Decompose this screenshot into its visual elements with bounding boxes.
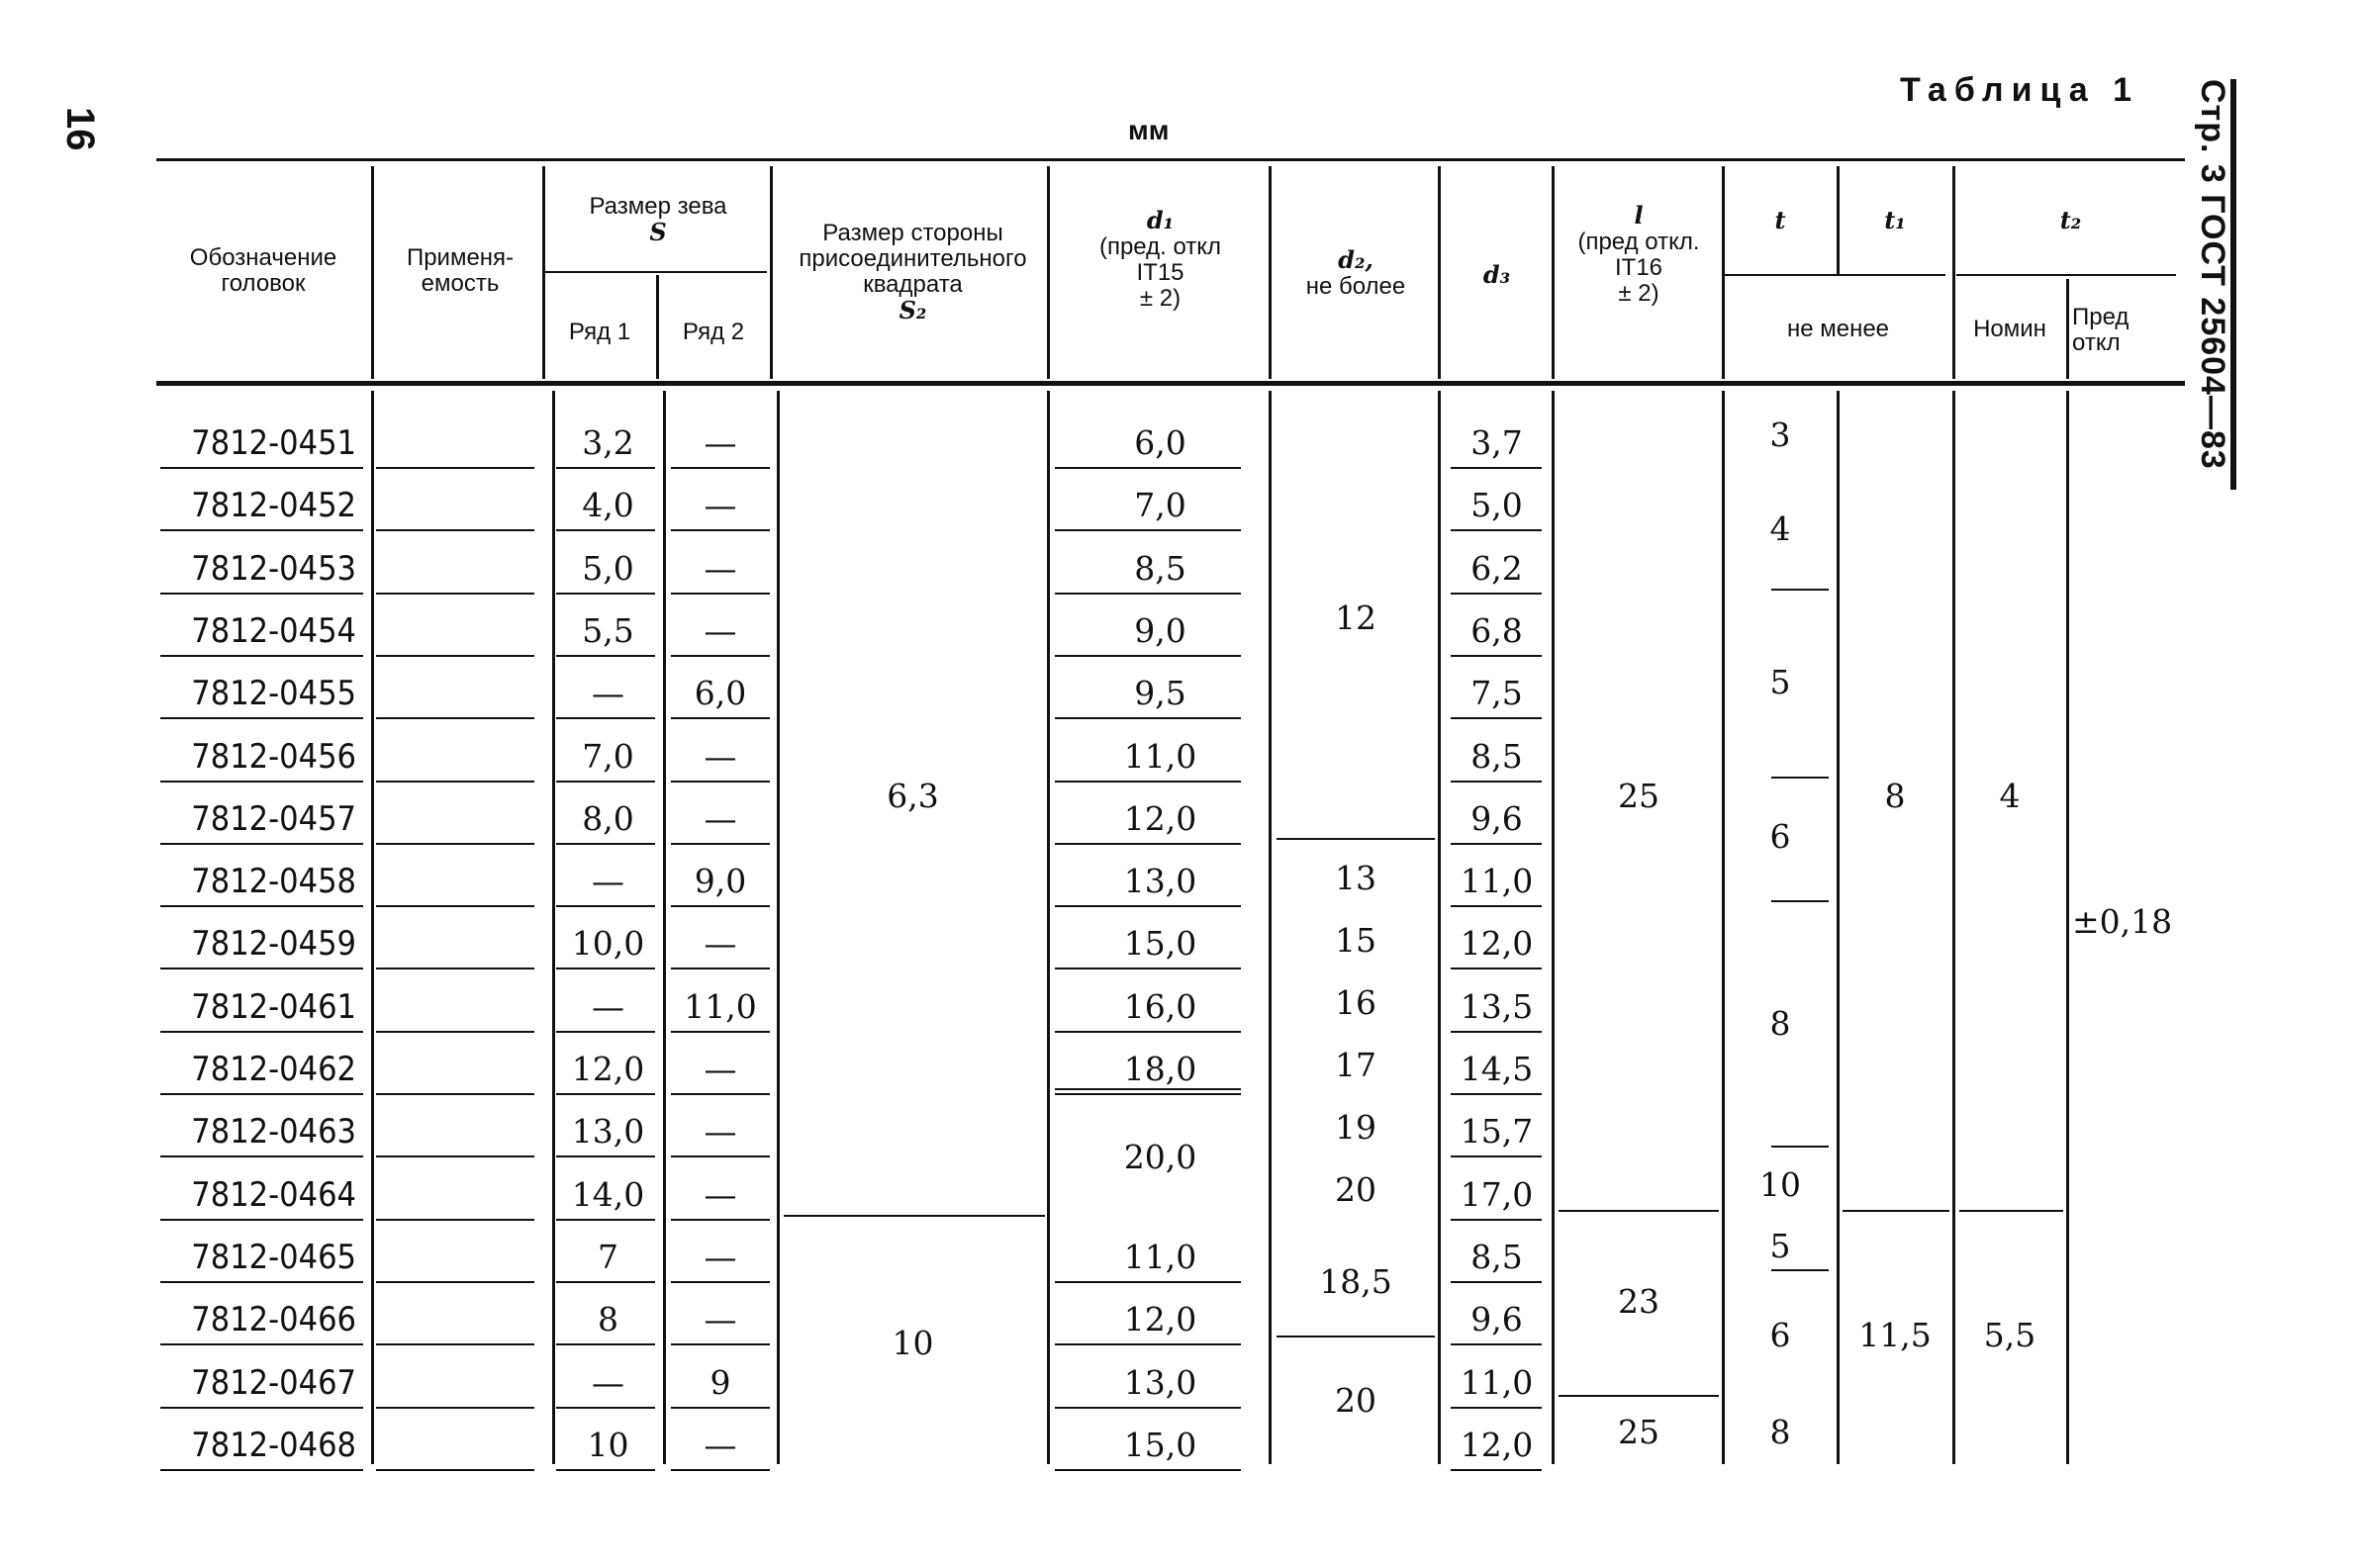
cell-jaw-row2: — [704, 1300, 737, 1338]
header-d2: d₂, не более [1305, 245, 1406, 300]
cell-t-8: 8 [1769, 1004, 1791, 1043]
cell-underline [671, 593, 770, 595]
cell-underline [1055, 905, 1241, 907]
cell-d3: 14,5 [1460, 1050, 1534, 1088]
cell-underline [160, 467, 363, 469]
cell-d2-15: 15 [1335, 921, 1376, 960]
cell-t-6b: 6 [1769, 1316, 1791, 1354]
cell-d3: 8,5 [1470, 737, 1523, 776]
cell-jaw-row1: — [592, 674, 624, 712]
cell-underline [671, 1407, 770, 1409]
cell-underline [671, 1093, 770, 1095]
header-row1: Ряд 1 [568, 319, 631, 345]
cell-underline [671, 1343, 770, 1345]
cell-underline [160, 529, 363, 531]
cell-jaw-row1: 8,0 [582, 799, 634, 838]
cell-underline [160, 1343, 363, 1345]
cell-t1-11-5: 11,5 [1858, 1316, 1932, 1354]
cell-underline [160, 717, 363, 719]
cell-d3: 3,7 [1470, 423, 1523, 462]
cell-d1: 9,0 [1134, 611, 1186, 650]
page-number: 16 [58, 107, 102, 151]
cell-designation: 7812-0468 [191, 1426, 356, 1465]
cell-t-6: 6 [1769, 817, 1791, 856]
cell-d3: 15,7 [1460, 1112, 1534, 1151]
header-t: t [1774, 206, 1786, 234]
cell-underline [556, 717, 655, 719]
cell-jaw-row2: 9,0 [694, 862, 747, 900]
cell-underline [671, 843, 770, 845]
cell-l-25b: 25 [1618, 1413, 1659, 1451]
cell-d3: 12,0 [1460, 924, 1534, 963]
cell-underline [671, 968, 770, 969]
cell-jaw-row1: 3,2 [582, 423, 634, 462]
table-title: Таблица 1 [1900, 71, 2140, 109]
cell-jaw-row1: 5,0 [582, 549, 634, 588]
cell-underline [160, 1281, 363, 1283]
cell-underline [376, 1281, 534, 1283]
cell-underline [671, 529, 770, 531]
cell-underline [376, 781, 534, 783]
cell-designation: 7812-0459 [191, 924, 356, 964]
cell-d3: 11,0 [1460, 862, 1534, 900]
cell-underline [1451, 717, 1542, 719]
cell-underline [376, 1093, 534, 1095]
cell-d1: 12,0 [1123, 799, 1197, 838]
cell-underline [160, 1031, 363, 1033]
cell-underline [1055, 968, 1241, 969]
cell-d2-17: 17 [1335, 1046, 1376, 1084]
cell-t-4: 4 [1769, 509, 1791, 548]
cell-d1: 7,0 [1134, 486, 1186, 524]
cell-underline [1451, 1031, 1542, 1033]
cell-jaw-row1: 10 [587, 1426, 629, 1464]
cell-designation: 7812-0452 [191, 486, 356, 525]
cell-d1: 15,0 [1123, 924, 1197, 963]
cell-square-10: 10 [892, 1324, 934, 1362]
cell-underline [160, 1155, 363, 1157]
cell-jaw-row2: — [704, 549, 737, 588]
cell-underline [376, 1155, 534, 1157]
cell-jaw-row1: 14,0 [571, 1175, 645, 1214]
cell-underline [376, 467, 534, 469]
cell-d1: 15,0 [1123, 1426, 1197, 1464]
cell-d2-13: 13 [1335, 859, 1376, 897]
cell-jaw-row1: — [592, 987, 624, 1026]
cell-underline [1055, 593, 1241, 595]
cell-underline [1451, 655, 1542, 657]
cell-underline [671, 1031, 770, 1033]
cell-underline [556, 467, 655, 469]
cell-d1: 13,0 [1123, 862, 1197, 900]
cell-jaw-row2: — [704, 1238, 737, 1276]
cell-underline [376, 1469, 534, 1471]
cell-designation: 7812-0467 [191, 1363, 356, 1403]
cell-underline [160, 1407, 363, 1409]
cell-underline [376, 1407, 534, 1409]
cell-underline [376, 529, 534, 531]
cell-underline [1451, 467, 1542, 469]
cell-underline [556, 1219, 655, 1221]
cell-underline [1451, 781, 1542, 783]
cell-d1: 12,0 [1123, 1300, 1197, 1338]
cell-d3: 6,2 [1470, 549, 1523, 588]
cell-d1-20: 20,0 [1123, 1138, 1197, 1176]
cell-designation: 7812-0463 [191, 1112, 356, 1152]
cell-underline [376, 1219, 534, 1221]
cell-designation: 7812-0458 [191, 862, 356, 901]
cell-underline [1055, 1407, 1241, 1409]
cell-designation: 7812-0461 [191, 987, 356, 1027]
cell-jaw-row2: 11,0 [684, 987, 757, 1026]
header-nominal: Номин [1973, 316, 2046, 342]
cell-underline [376, 968, 534, 969]
cell-d1: 9,5 [1134, 674, 1186, 712]
cell-d3: 11,0 [1460, 1363, 1534, 1402]
cell-underline [1055, 781, 1241, 783]
unit-label: мм [1128, 115, 1170, 145]
cell-underline [1055, 467, 1241, 469]
cell-underline [671, 467, 770, 469]
cell-d3: 7,5 [1470, 674, 1523, 712]
cell-underline [556, 655, 655, 657]
cell-underline [1055, 655, 1241, 657]
cell-underline [556, 529, 655, 531]
cell-underline [376, 655, 534, 657]
cell-underline [376, 593, 534, 595]
cell-jaw-row1: 10,0 [571, 924, 645, 963]
cell-d1: 11,0 [1123, 1238, 1197, 1276]
header-row2: Ряд 2 [682, 319, 745, 345]
header-not-less: не менее [1786, 316, 1890, 342]
cell-jaw-row1: 8 [598, 1300, 618, 1338]
cell-t2-4: 4 [1999, 777, 2021, 815]
cell-jaw-row2: — [704, 1050, 737, 1088]
cell-jaw-row1: 4,0 [582, 486, 634, 524]
cell-underline [160, 968, 363, 969]
cell-underline [1055, 1281, 1241, 1283]
cell-jaw-row2: 9 [710, 1363, 731, 1402]
cell-jaw-row2: — [704, 1426, 737, 1464]
cell-underline [556, 905, 655, 907]
cell-jaw-row1: 7,0 [582, 737, 634, 776]
cell-d3: 9,6 [1470, 1300, 1523, 1338]
cell-d1: 6,0 [1134, 423, 1186, 462]
cell-underline [1451, 905, 1542, 907]
header-jaw-size: Размер зева S [589, 193, 727, 246]
cell-underline [671, 1219, 770, 1221]
cell-d3: 9,6 [1470, 799, 1523, 838]
cell-underline [671, 1155, 770, 1157]
cell-underline [1055, 1093, 1241, 1095]
cell-underline [556, 1281, 655, 1283]
cell-underline [376, 717, 534, 719]
cell-underline [1451, 1469, 1542, 1471]
cell-d3: 17,0 [1460, 1175, 1534, 1214]
cell-d1: 16,0 [1123, 987, 1197, 1026]
cell-underline [376, 905, 534, 907]
cell-underline [1451, 1219, 1542, 1221]
cell-designation: 7812-0457 [191, 799, 356, 839]
cell-d3: 13,5 [1460, 987, 1534, 1026]
cell-underline [556, 968, 655, 969]
cell-designation: 7812-0466 [191, 1300, 356, 1339]
header-d1: d₁ (пред. откл IT15 ± 2) [1098, 206, 1222, 312]
cell-designation: 7812-0454 [191, 611, 356, 651]
cell-underline [1055, 1469, 1241, 1471]
cell-jaw-row2: — [704, 799, 737, 838]
cell-designation: 7812-0464 [191, 1175, 356, 1215]
cell-designation: 7812-0453 [191, 549, 356, 589]
header-t1: t₁ [1884, 206, 1906, 234]
cell-d3: 8,5 [1470, 1238, 1523, 1276]
cell-jaw-row1: 5,5 [582, 611, 634, 650]
cell-jaw-row1: 13,0 [571, 1112, 645, 1151]
cell-t-3: 3 [1769, 415, 1791, 454]
cell-d2-20: 20 [1335, 1170, 1376, 1209]
cell-underline [671, 781, 770, 783]
cell-t-10: 10 [1759, 1165, 1801, 1204]
cell-underline [160, 781, 363, 783]
cell-underline [160, 905, 363, 907]
cell-underline [1451, 1343, 1542, 1345]
cell-underline [1451, 1407, 1542, 1409]
cell-underline [376, 1343, 534, 1345]
cell-t2-5-5: 5,5 [1983, 1316, 2036, 1354]
cell-t2-deviation: ±0,18 [2072, 902, 2173, 941]
cell-designation: 7812-0465 [191, 1238, 356, 1277]
cell-underline [1055, 529, 1241, 531]
cell-underline [1055, 843, 1241, 845]
cell-underline [556, 1155, 655, 1157]
cell-underline [1451, 593, 1542, 595]
cell-l-23: 23 [1618, 1282, 1659, 1321]
cell-underline [671, 655, 770, 657]
cell-jaw-row2: — [704, 924, 737, 963]
cell-underline [556, 1093, 655, 1095]
cell-jaw-row2: — [704, 486, 737, 524]
cell-underline [556, 781, 655, 783]
cell-l-25: 25 [1618, 777, 1659, 815]
standard-reference: Стр. 3 ГОСТ 25604—83 [2194, 79, 2231, 470]
cell-underline [160, 1219, 363, 1221]
cell-d3: 12,0 [1460, 1426, 1534, 1464]
cell-d2-18-5: 18,5 [1319, 1262, 1392, 1301]
cell-t1-8: 8 [1884, 777, 1906, 815]
header-designation: Обозначение головок [189, 244, 337, 297]
cell-d2-16: 16 [1335, 983, 1376, 1022]
cell-underline [1451, 843, 1542, 845]
cell-underline [160, 593, 363, 595]
cell-t-8b: 8 [1769, 1413, 1791, 1451]
cell-jaw-row2: 6,0 [694, 674, 747, 712]
cell-d1: 18,0 [1123, 1050, 1197, 1088]
cell-designation: 7812-0451 [191, 423, 356, 463]
header-l: l (пред откл. IT16 ± 2) [1577, 201, 1700, 307]
header-square-size: Размер стороны присоединительного квадрата S₂ [799, 220, 1027, 324]
cell-underline [556, 593, 655, 595]
header-t2: t₂ [2059, 206, 2082, 234]
cell-underline [1055, 1031, 1241, 1033]
cell-jaw-row2: — [704, 737, 737, 776]
cell-jaw-row1: — [592, 1363, 624, 1402]
cell-underline [671, 1469, 770, 1471]
cell-jaw-row2: — [704, 423, 737, 462]
cell-underline [556, 1343, 655, 1345]
cell-underline [376, 843, 534, 845]
cell-designation: 7812-0456 [191, 737, 356, 777]
cell-designation: 7812-0455 [191, 674, 356, 713]
cell-underline [160, 655, 363, 657]
cell-underline [376, 1031, 534, 1033]
cell-jaw-row1: 12,0 [571, 1050, 645, 1088]
cell-d1: 8,5 [1134, 549, 1186, 588]
cell-d3: 6,8 [1470, 611, 1523, 650]
cell-d3: 5,0 [1470, 486, 1523, 524]
cell-underline [160, 1093, 363, 1095]
cell-underline [1451, 968, 1542, 969]
cell-d2-12: 12 [1335, 599, 1376, 637]
cell-d1: 13,0 [1123, 1363, 1197, 1402]
cell-square-6-3: 6,3 [887, 777, 939, 815]
cell-underline [671, 905, 770, 907]
header-applicability: Применя-емость [406, 244, 515, 297]
header-deviation: Пред откл [2072, 304, 2129, 356]
cell-underline [556, 843, 655, 845]
cell-t-5b: 5 [1769, 1227, 1791, 1265]
cell-underline [1451, 529, 1542, 531]
cell-underline [556, 1031, 655, 1033]
cell-d1: 11,0 [1123, 737, 1197, 776]
cell-underline [160, 1469, 363, 1471]
cell-underline [556, 1407, 655, 1409]
cell-underline [671, 717, 770, 719]
cell-underline [671, 1281, 770, 1283]
cell-underline [556, 1469, 655, 1471]
cell-jaw-row2: — [704, 611, 737, 650]
cell-t-5: 5 [1769, 663, 1791, 701]
cell-underline [1451, 1281, 1542, 1283]
cell-jaw-row1: 7 [598, 1238, 618, 1276]
cell-underline [160, 843, 363, 845]
cell-underline [1055, 717, 1241, 719]
cell-designation: 7812-0462 [191, 1050, 356, 1089]
cell-jaw-row1: — [592, 862, 624, 900]
cell-jaw-row2: — [704, 1112, 737, 1151]
cell-underline [1451, 1093, 1542, 1095]
cell-jaw-row2: — [704, 1175, 737, 1214]
cell-d2-19: 19 [1335, 1108, 1376, 1147]
cell-d2-20b: 20 [1335, 1381, 1376, 1420]
cell-underline [1055, 1343, 1241, 1345]
cell-underline [1451, 1155, 1542, 1157]
header-d3: d₃ [1482, 260, 1511, 289]
